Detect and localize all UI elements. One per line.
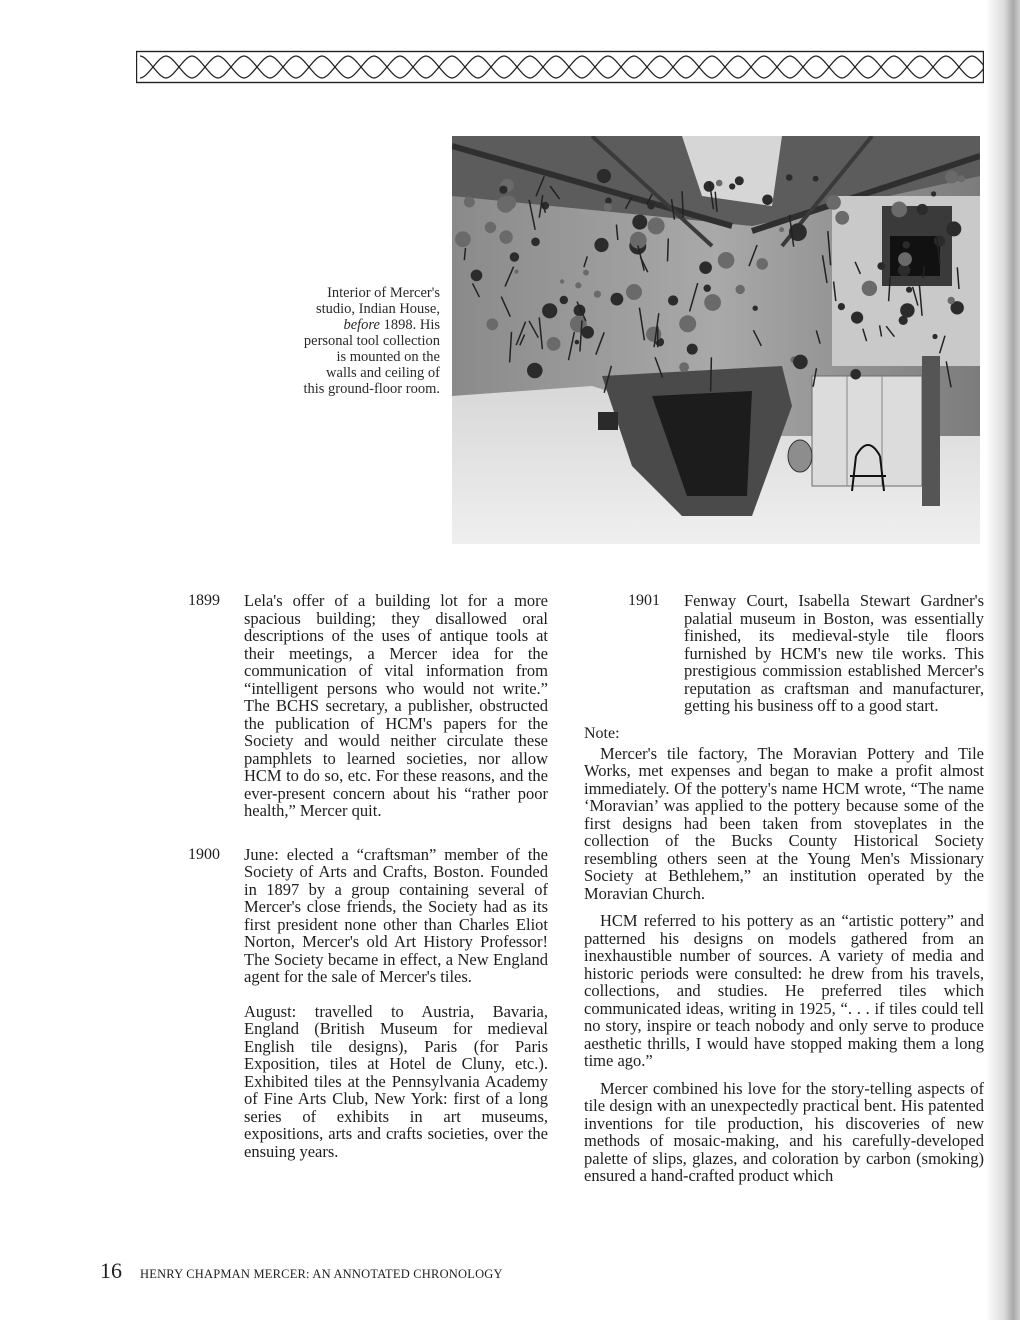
caption-line: personal tool collection [303,333,440,349]
chronology-entry-1899 [176,592,548,820]
entry-text: Fenway Court, Isabella Stewart Gardner's palatial museum in Boston, was essentially finished, its medieval-style tile floors furnished by HCM's new tile works. This prestigious commission established Mercer's reputation as craftsman and manufacturer, getting his business off to a good start. [684,591,984,715]
chronology-entry-1900 [176,846,548,1161]
note-paragraph: HCM referred to his pottery as an “artistic pottery” and patterned his designs on models gathered from an inexhaustible number of sources. A variety of media and historic periods were consulted: he drew from his travels, collections, and studies. He preferred tiles which communicated ideas, writing in 1925, “. . . if tiles could tell no story, inspire or teach nobody and only serve to produce aesthetic thrills, I would have stopped making them a long time ago.” [584,911,984,1070]
page-gutter-shadow [986,0,1020,1320]
entry-year: 1900 [188,845,220,863]
photo-caption [268,285,440,397]
caption-line: walls and ceiling of [326,365,440,381]
page-footer [100,1258,800,1284]
entry-text: Lela's offer of a building lot for a more spacious building; they disallowed oral descriptions of the uses of antique tools at their meetings, a Mercer idea for the communication of vital information from “intelligent persons who would not write.” The BCHS secretary, a publisher, obstructed the publication of HCM's papers for the Society and would neither circulate these pamphlets to learned societies, nor allow HCM to do so, etc. For these reasons, and the ever-present concern about his “rather poor health,” Mercer quit. [244,591,548,820]
note-heading: Note: [584,724,620,742]
right-column [584,592,984,1195]
entry-year: 1901 [628,592,660,609]
entry-text: June: elected a “craftsman” member of the Society of Arts and Crafts, Boston. Founded in 1897 by a group containing several of Mercer's close friends, the Society had as its first president none other than Charles Eliot Norton, Mercer's old Art History Professor! The Society became in effect, a New England agent for the sale of Mercer's tiles. [244,844,548,986]
caption-line: this ground-floor room. [303,381,440,397]
chronology-entry-1901 [584,592,984,715]
caption-emphasis: before [343,317,380,333]
studio-interior-photo [452,136,980,544]
note-paragraph: Mercer's tile factory, The Moravian Pottery and Tile Works, met expenses and began to make a profit almost immediately. Of the pottery's name HCM wrote, “The name ‘Moravian’ was applied to the pottery because some of the first designs had been taken from stoveplates in the collection of the Bucks County Historical Society resembling others seen at the Young Men's Missionary Society at Bethlehem,” an institution operated by the Moravian Church. [584,743,984,903]
caption-line [268,317,440,333]
decorative-braid-border [136,50,984,84]
page-number: 16 [100,1258,122,1283]
caption-line: is mounted on the [336,349,440,365]
running-title: HENRY CHAPMAN MERCER: AN ANNOTATED CHRONOLOGY [140,1267,503,1281]
caption-line-rest: 1898. His [379,317,440,333]
entry-text-continued: August: travelled to Austria, Bavaria, England (British Museum for medieval English tile designs), Paris (for Paris Exposition, tiles at Hotel de Cluny, etc.). Exhibited tiles at the Pennsylvania Academy of Fine Arts Club, New York: first of a long series of exhibits in art museums, expositions, arts and crafts societies, over the ensuing years. [244,1001,548,1161]
note-paragraph: Mercer combined his love for the story-telling aspects of tile design with an unexpectedly practical bent. His patented inventions for tile production, his discoveries of new methods of mosaic-making, and his carefully-developed palette of slips, glazes, and coloration by carbon (smoking) ensured a hand-crafted product which [584,1078,984,1185]
entry-year: 1899 [188,592,220,609]
caption-line: Interior of Mercer's [327,285,440,301]
left-column [176,592,548,1160]
caption-line: studio, Indian House, [315,301,440,317]
